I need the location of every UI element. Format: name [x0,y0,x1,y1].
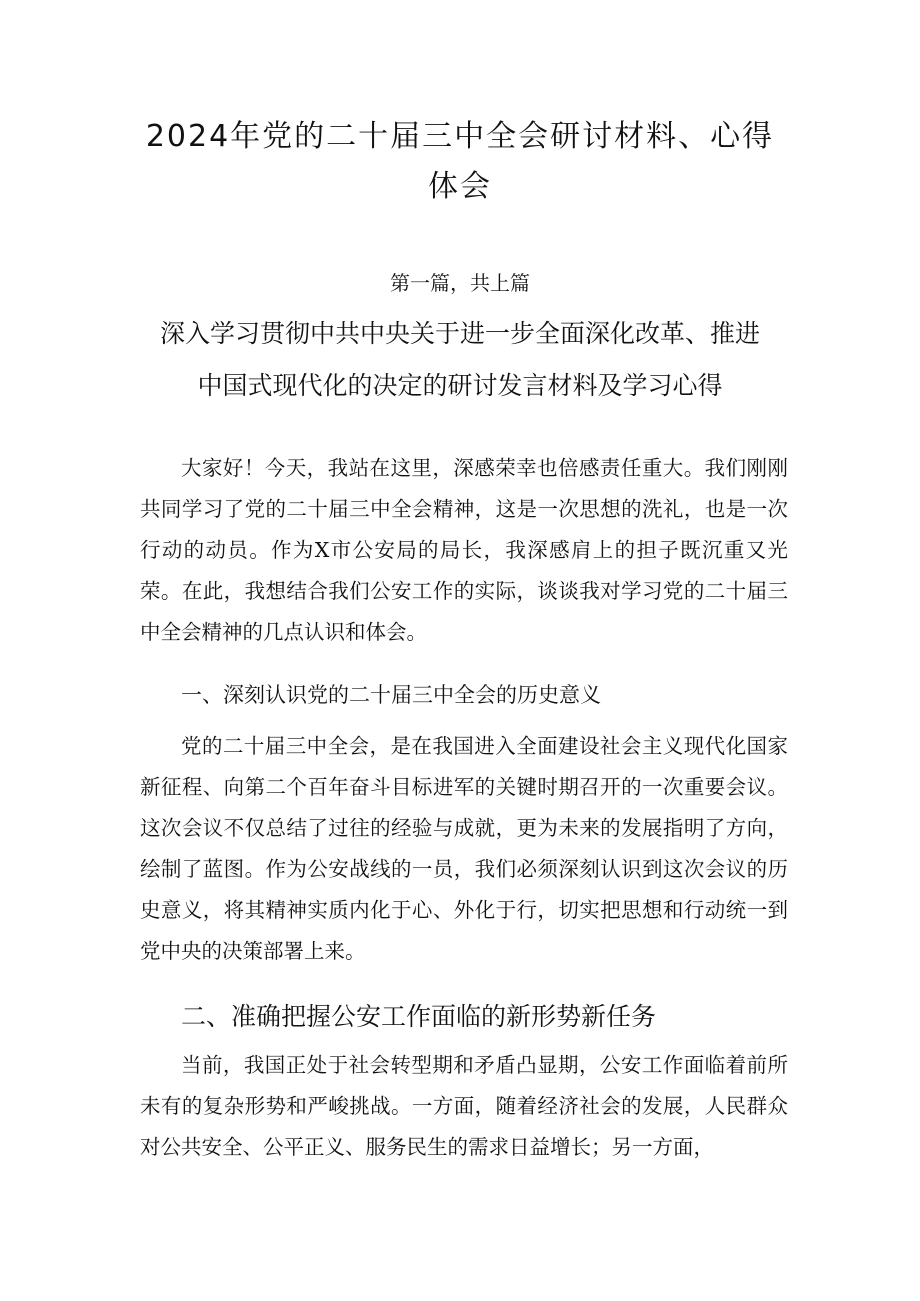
paragraph-opening: 大家好！今天，我站在这里，深感荣幸也倍感责任重大。我们刚刚共同学习了党的二十届三中全会精神，这是一次思想的洗礼，也是一次行动的动员。作为X市公安局的局长，我深感肩上的担子既沉重又光荣。在此，我想结合我们公安工作的实际，谈谈我对学习党的二十届三中全会精神的几点认识和体会。 [140,456,788,644]
section-heading-1: 一、深刻认识党的二十届三中全会的历史意义 [181,683,601,707]
section-heading-2: 二、准确把握公安工作面临的新形势新任务 [181,1002,657,1031]
document-title: 2024年党的二十届三中全会研讨材料、心得体会 [145,119,775,204]
article-title: 深入学习贯彻中共中央关于进一步全面深化改革、推进中国式现代化的决定的研讨发言材料及学习心得 [159,319,760,400]
paragraph-section-1: 党的二十届三中全会，是在我国进入全面建设社会主义现代化国家新征程、向第二个百年奋斗目标进军的关键时期召开的一次重要会议。这次会议不仅总结了过往的经验与成就，更为未来的发展指明了方向，绘制了蓝图。作为公安战线的一员，我们必须深刻认识到这次会议的历史意义，将其精神实质内化于心、外化于行，切实把思想和行动统一到党中央的决策部署上来。 [140,734,788,963]
paragraph-section-2: 当前，我国正处于社会转型期和矛盾凸显期，公安工作面临着前所未有的复杂形势和严峻挑战。一方面，随着经济社会的发展，人民群众对公共安全、公平正义、服务民生的需求日益增长；另一方面， [140,1053,788,1159]
part-label: 第一篇，共上篇 [390,271,530,295]
